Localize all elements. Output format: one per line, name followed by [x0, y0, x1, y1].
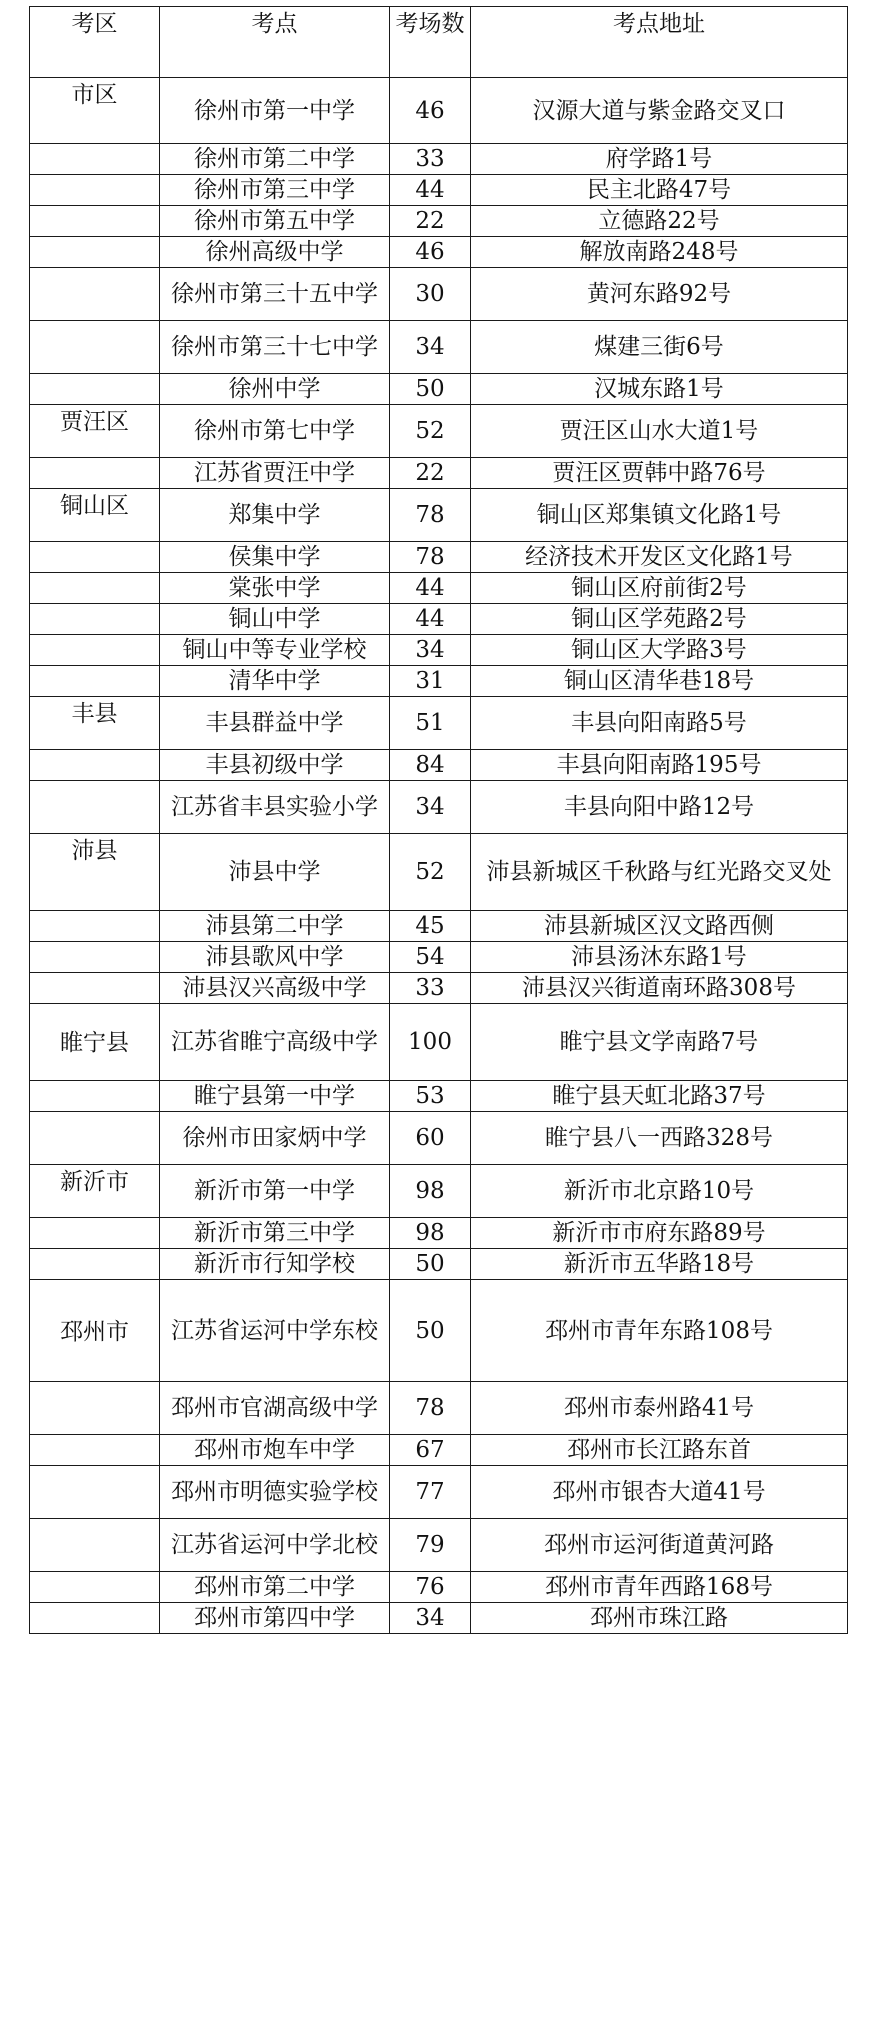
site-cell: 新沂市行知学校 [160, 1249, 390, 1280]
district-cell [30, 573, 160, 604]
table-row [30, 78, 848, 144]
room-count-cell: 76 [390, 1572, 471, 1603]
address-cell: 立德路22号 [471, 206, 848, 237]
address-cell: 邳州市运河街道黄河路 [471, 1519, 848, 1572]
site-cell: 郑集中学 [160, 489, 390, 542]
site-cell: 丰县群益中学 [160, 697, 390, 750]
address-cell: 铜山区学苑路2号 [471, 604, 848, 635]
district-cell [30, 1382, 160, 1435]
district-cell [30, 911, 160, 942]
district-cell [30, 1435, 160, 1466]
address-cell: 邳州市珠江路 [471, 1603, 848, 1634]
table-row [30, 1572, 848, 1603]
site-cell: 沛县歌风中学 [160, 942, 390, 973]
room-count-cell: 46 [390, 237, 471, 268]
district-cell [30, 750, 160, 781]
table-row [30, 697, 848, 750]
exam-site-table [29, 6, 848, 1634]
room-count-cell: 60 [390, 1112, 471, 1165]
room-count-cell: 67 [390, 1435, 471, 1466]
address-cell: 睢宁县文学南路7号 [471, 1004, 848, 1081]
table-row [30, 1603, 848, 1634]
address-cell: 经济技术开发区文化路1号 [471, 542, 848, 573]
district-cell: 睢宁县 [30, 1004, 160, 1081]
address-cell: 邳州市泰州路41号 [471, 1382, 848, 1435]
site-cell: 沛县中学 [160, 834, 390, 911]
address-cell: 邳州市青年西路168号 [471, 1572, 848, 1603]
site-cell: 铜山中等专业学校 [160, 635, 390, 666]
room-count-cell: 34 [390, 1603, 471, 1634]
table-row [30, 573, 848, 604]
site-cell: 徐州市第五中学 [160, 206, 390, 237]
room-count-cell: 53 [390, 1081, 471, 1112]
site-cell: 邳州市第四中学 [160, 1603, 390, 1634]
address-cell: 邳州市长江路东首 [471, 1435, 848, 1466]
district-cell [30, 374, 160, 405]
room-count-cell: 46 [390, 78, 471, 144]
district-cell [30, 458, 160, 489]
table-row [30, 604, 848, 635]
address-cell: 沛县新城区汉文路西侧 [471, 911, 848, 942]
room-count-cell: 44 [390, 573, 471, 604]
address-cell: 睢宁县八一西路328号 [471, 1112, 848, 1165]
table-row [30, 237, 848, 268]
table-row [30, 206, 848, 237]
room-count-cell: 34 [390, 781, 471, 834]
address-cell: 丰县向阳南路195号 [471, 750, 848, 781]
room-count-cell: 52 [390, 834, 471, 911]
address-cell: 丰县向阳中路12号 [471, 781, 848, 834]
room-count-cell: 98 [390, 1165, 471, 1218]
table-row [30, 175, 848, 206]
site-cell: 邳州市第二中学 [160, 1572, 390, 1603]
room-count-cell: 22 [390, 206, 471, 237]
table-row [30, 1466, 848, 1519]
address-cell: 铜山区大学路3号 [471, 635, 848, 666]
district-cell [30, 635, 160, 666]
room-count-cell: 79 [390, 1519, 471, 1572]
district-cell: 铜山区 [30, 489, 160, 542]
district-cell [30, 1603, 160, 1634]
room-count-cell: 44 [390, 175, 471, 206]
district-cell [30, 781, 160, 834]
district-cell [30, 144, 160, 175]
room-count-cell: 77 [390, 1466, 471, 1519]
district-cell [30, 1466, 160, 1519]
district-cell: 新沂市 [30, 1165, 160, 1218]
room-count-cell: 45 [390, 911, 471, 942]
room-count-cell: 50 [390, 1249, 471, 1280]
room-count-cell: 34 [390, 635, 471, 666]
site-cell: 丰县初级中学 [160, 750, 390, 781]
room-count-cell: 52 [390, 405, 471, 458]
district-cell: 贾汪区 [30, 405, 160, 458]
address-cell: 新沂市五华路18号 [471, 1249, 848, 1280]
header-district: 考区 [30, 7, 160, 78]
address-cell: 沛县新城区千秋路与红光路交叉处 [471, 834, 848, 911]
address-cell: 煤建三街6号 [471, 321, 848, 374]
district-cell [30, 1249, 160, 1280]
table-row [30, 666, 848, 697]
district-cell [30, 206, 160, 237]
district-cell [30, 1081, 160, 1112]
district-cell [30, 237, 160, 268]
table-row [30, 635, 848, 666]
site-cell: 徐州市第二中学 [160, 144, 390, 175]
site-cell: 铜山中学 [160, 604, 390, 635]
table-row [30, 973, 848, 1004]
district-cell [30, 1519, 160, 1572]
header-row [30, 7, 848, 78]
site-cell: 沛县第二中学 [160, 911, 390, 942]
room-count-cell: 84 [390, 750, 471, 781]
address-cell: 贾汪区贾韩中路76号 [471, 458, 848, 489]
room-count-cell: 31 [390, 666, 471, 697]
address-cell: 黄河东路92号 [471, 268, 848, 321]
room-count-cell: 44 [390, 604, 471, 635]
address-cell: 民主北路47号 [471, 175, 848, 206]
district-cell: 沛县 [30, 834, 160, 911]
table-row [30, 489, 848, 542]
table-row [30, 1382, 848, 1435]
site-cell: 江苏省运河中学东校 [160, 1280, 390, 1382]
address-cell: 睢宁县天虹北路37号 [471, 1081, 848, 1112]
site-cell: 江苏省丰县实验小学 [160, 781, 390, 834]
district-cell: 丰县 [30, 697, 160, 750]
address-cell: 新沂市市府东路89号 [471, 1218, 848, 1249]
site-cell: 徐州市第三中学 [160, 175, 390, 206]
table-row [30, 834, 848, 911]
site-cell: 徐州市田家炳中学 [160, 1112, 390, 1165]
room-count-cell: 34 [390, 321, 471, 374]
table-row [30, 1249, 848, 1280]
address-cell: 沛县汤沐东路1号 [471, 942, 848, 973]
address-cell: 新沂市北京路10号 [471, 1165, 848, 1218]
header-site: 考点 [160, 7, 390, 78]
site-cell: 沛县汉兴高级中学 [160, 973, 390, 1004]
address-cell: 解放南路248号 [471, 237, 848, 268]
site-cell: 睢宁县第一中学 [160, 1081, 390, 1112]
table-row [30, 268, 848, 321]
table-row [30, 542, 848, 573]
table-row [30, 405, 848, 458]
header-room-count: 考场数 [390, 7, 471, 78]
district-cell [30, 942, 160, 973]
table-row [30, 321, 848, 374]
address-cell: 汉源大道与紫金路交叉口 [471, 78, 848, 144]
room-count-cell: 78 [390, 542, 471, 573]
table-row [30, 1218, 848, 1249]
district-cell [30, 542, 160, 573]
room-count-cell: 100 [390, 1004, 471, 1081]
district-cell [30, 1112, 160, 1165]
address-cell: 丰县向阳南路5号 [471, 697, 848, 750]
table-row [30, 1112, 848, 1165]
district-cell [30, 268, 160, 321]
table-header [30, 7, 848, 78]
room-count-cell: 22 [390, 458, 471, 489]
address-cell: 汉城东路1号 [471, 374, 848, 405]
table-row [30, 781, 848, 834]
district-cell: 市区 [30, 78, 160, 144]
site-cell: 徐州市第三十五中学 [160, 268, 390, 321]
table-row [30, 942, 848, 973]
district-cell: 邳州市 [30, 1280, 160, 1382]
room-count-cell: 33 [390, 973, 471, 1004]
district-cell [30, 175, 160, 206]
district-cell [30, 1572, 160, 1603]
table-row [30, 1519, 848, 1572]
table-row [30, 1081, 848, 1112]
table-row [30, 374, 848, 405]
district-cell [30, 666, 160, 697]
table-row [30, 144, 848, 175]
room-count-cell: 30 [390, 268, 471, 321]
table-row [30, 1435, 848, 1466]
room-count-cell: 98 [390, 1218, 471, 1249]
site-cell: 徐州市第一中学 [160, 78, 390, 144]
address-cell: 府学路1号 [471, 144, 848, 175]
site-cell: 清华中学 [160, 666, 390, 697]
table-body [30, 78, 848, 1634]
room-count-cell: 54 [390, 942, 471, 973]
site-cell: 江苏省贾汪中学 [160, 458, 390, 489]
address-cell: 铜山区府前街2号 [471, 573, 848, 604]
address-cell: 铜山区清华巷18号 [471, 666, 848, 697]
site-cell: 徐州高级中学 [160, 237, 390, 268]
room-count-cell: 33 [390, 144, 471, 175]
site-cell: 邳州市官湖高级中学 [160, 1382, 390, 1435]
address-cell: 沛县汉兴街道南环路308号 [471, 973, 848, 1004]
table-row [30, 1165, 848, 1218]
table-row [30, 911, 848, 942]
site-cell: 侯集中学 [160, 542, 390, 573]
site-cell: 邳州市明德实验学校 [160, 1466, 390, 1519]
site-cell: 新沂市第一中学 [160, 1165, 390, 1218]
site-cell: 邳州市炮车中学 [160, 1435, 390, 1466]
district-cell [30, 1218, 160, 1249]
table-row [30, 1004, 848, 1081]
site-cell: 江苏省运河中学北校 [160, 1519, 390, 1572]
header-address: 考点地址 [471, 7, 848, 78]
room-count-cell: 50 [390, 1280, 471, 1382]
site-cell: 江苏省睢宁高级中学 [160, 1004, 390, 1081]
address-cell: 邳州市青年东路108号 [471, 1280, 848, 1382]
table-row [30, 458, 848, 489]
site-cell: 徐州市第七中学 [160, 405, 390, 458]
room-count-cell: 50 [390, 374, 471, 405]
site-cell: 徐州中学 [160, 374, 390, 405]
site-cell: 新沂市第三中学 [160, 1218, 390, 1249]
address-cell: 铜山区郑集镇文化路1号 [471, 489, 848, 542]
district-cell [30, 973, 160, 1004]
site-cell: 徐州市第三十七中学 [160, 321, 390, 374]
table-row [30, 750, 848, 781]
room-count-cell: 78 [390, 1382, 471, 1435]
district-cell [30, 604, 160, 635]
district-cell [30, 321, 160, 374]
table-row [30, 1280, 848, 1382]
address-cell: 邳州市银杏大道41号 [471, 1466, 848, 1519]
room-count-cell: 78 [390, 489, 471, 542]
site-cell: 棠张中学 [160, 573, 390, 604]
address-cell: 贾汪区山水大道1号 [471, 405, 848, 458]
room-count-cell: 51 [390, 697, 471, 750]
